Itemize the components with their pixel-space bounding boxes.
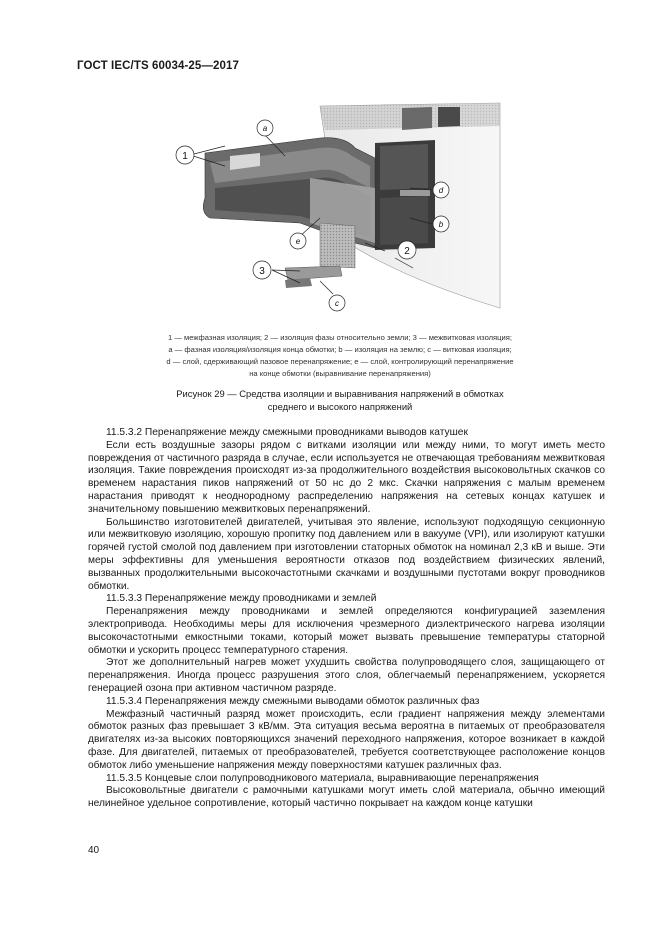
label-1: 1	[182, 151, 188, 162]
legend-line: a — фазная изоляция/изоляция конца обмотки; b — изоляция на землю; c — витковая изоляция;	[168, 345, 512, 354]
paragraph: Если есть воздушные зазоры рядом с витками изоляции или между ними, то могут иметь место повреждения от частичного разряда в случае, если используется не отвечающая требованиям межвитковая изоляция. Такие повреждения происходят из-за продолжительного воздействия высоковольтных скачков со временем нарастания пиков напряжений от 50 нс до 2 мкс. Скачки напряжения с малым временем нарастания приводят к неоднородному распределению напряжения на сетевых концах катушек и значительному повышению межвитковых перенапряжений.	[88, 439, 605, 515]
label-e: e	[295, 237, 301, 246]
legend-line: на конце обмотки (выравнивание перенапряжения)	[249, 369, 431, 378]
label-d: d	[438, 186, 444, 195]
caption-line: Рисунок 29 — Средства изоляции и выравнивания напряжений в обмотках	[176, 388, 504, 399]
paragraph: Перенапряжения между проводниками и землей определяются конфигурацией заземления электропривода. Необходимы меры для исключения чрезмерного диэлектрического нагрева изоляции высокочастотными емкостными токами, который может вызвать превышение температуры статорной обмотки и ускорить процесс температурного старения.	[88, 606, 605, 656]
label-3: 3	[259, 266, 265, 277]
figure-legend	[120, 332, 560, 380]
label-a: a	[262, 124, 268, 133]
paragraph: Большинство изготовителей двигателей, учитывая это явление, используют подходящую секционную или межвитковую изоляцию, хорошую пропитку под давлением или в вакууме (VPI), или изолируют катушки горячей густой смолой под давлением при изготовлении статорных обмоток на номинал 2,3 кВ и выше. Эти меры эффективны для уменьшения вероятности отказов под воздействием физических явлений, вызванных продолжительными высокочастотными скачками и воздушными пустотами вокруг проводников обмотки.	[88, 516, 605, 592]
paragraph: Высоковольтные двигатели с рамочными катушками могут иметь слой материала, обычно имеющий нелинейное удельное сопротивление, который частично покрывает на каждом конце катушки	[88, 785, 605, 810]
paragraph: Межфазный частичный разряд может происходить, если градиент напряжения между элементами обмоток разных фаз превышает 3 кВ/мм. Эта ситуация весьма вероятна в питаемых от преобразователя двигателях из-за высоких повторяющихся значений переходного напряжения, которое возникает в каждой фазе. Для двигателей, питаемых от преобразователей, требуется соответствующее расположение концов обмоток либо уменьшение напряжения между поверхностями катушек различных фаз.	[88, 708, 605, 771]
section-heading: 11.5.3.4 Перенапряжения между смежными выводами обмоток различных фаз	[106, 695, 480, 707]
label-2: 2	[404, 246, 410, 257]
caption-line: среднего и высокого напряжений	[267, 400, 413, 412]
section-heading: 11.5.3.5 Концевые слои полупроводникового материала, выравнивающие перенапряжения	[106, 772, 539, 784]
page-number: 40	[88, 845, 100, 856]
section-heading: 11.5.3.3 Перенапряжение между проводниками и землей	[106, 593, 377, 605]
label-c: c	[335, 299, 339, 308]
insulation-figure	[170, 98, 510, 318]
document-header: ГОСТ IEC/TS 60034-25—2017	[77, 60, 239, 72]
section-heading: 11.5.3.2 Перенапряжение между смежными проводниками выводов катушек	[106, 427, 468, 438]
legend-line: d — слой, сдерживающий пазовое перенапряжение; e — слой, контролирующий перенапряжение	[166, 357, 514, 366]
legend-line: 1 — межфазная изоляция; 2 — изоляция фазы относительно земли; 3 — межвитковая изоляция;	[168, 333, 512, 342]
paragraph: Этот же дополнительный нагрев может ухудшить свойства полупроводящего слоя, защищающего от перенапряжения. Иногда процесс разрушения этого слоя, облегчаемый перенапряжением, ускоряется генерацией озона при активном частичном разряде.	[88, 657, 605, 694]
body-text	[88, 427, 605, 811]
label-b: b	[438, 220, 444, 229]
figure-caption	[120, 388, 560, 413]
